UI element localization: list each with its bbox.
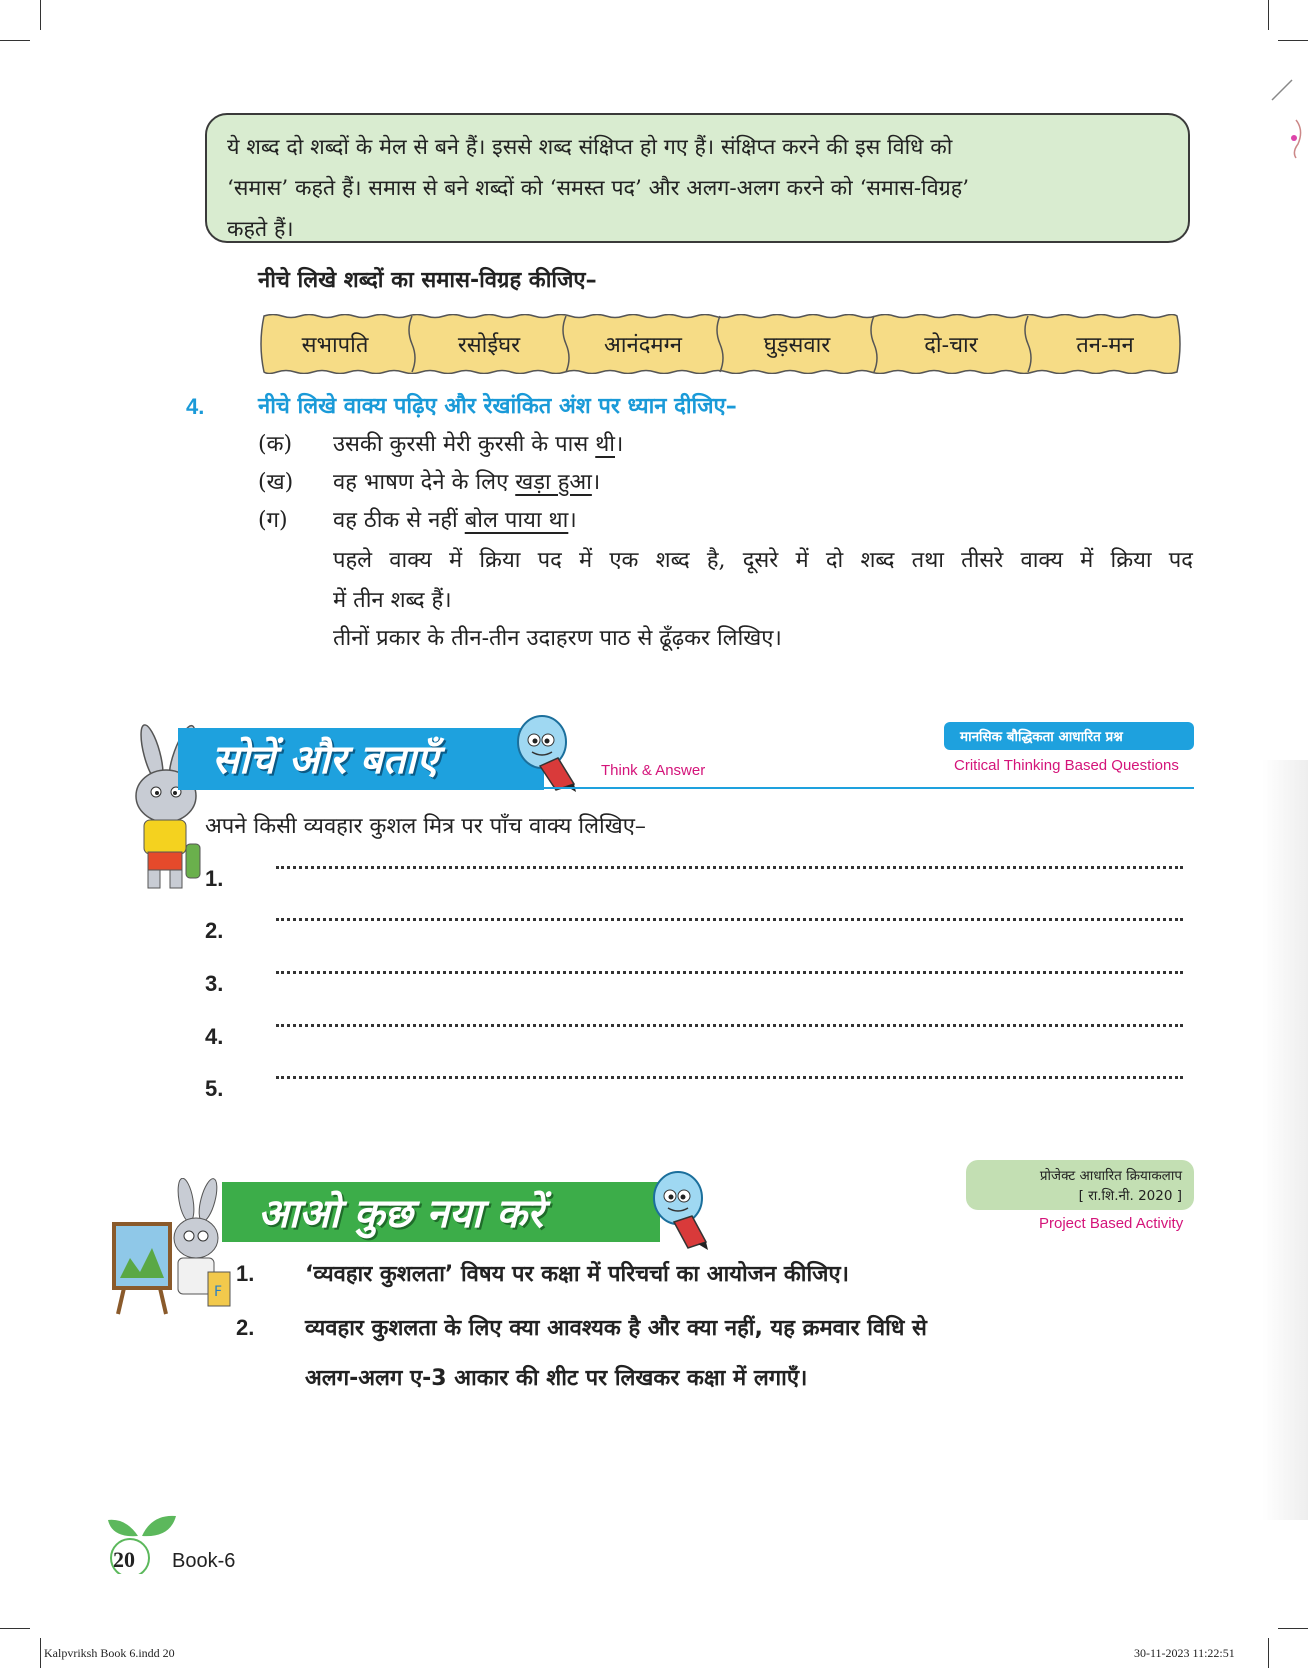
definition-line-2: ‘समास’ कहते हैं। समास से बने शब्दों को ‘समस्त पद’ और अलग-अलग करने को ‘समास-विग्रह’: [227, 176, 970, 201]
project-item-text: अलग-अलग ए-3 आकार की शीट पर लिखकर कक्षा में लगाएँ।: [305, 1366, 808, 1391]
project-item-number: 2.: [236, 1315, 255, 1340]
sentence-marker: (ख): [258, 470, 294, 495]
sentence-marker: (ग): [258, 508, 288, 533]
think-section-title: सोचें और बताएँ: [212, 736, 439, 783]
samas-word: आनंदमग्न: [604, 333, 682, 358]
bulb-mascot-icon: [512, 712, 582, 792]
answer-number: 1.: [205, 866, 224, 891]
painter-rabbit-illustration: [110, 1178, 234, 1318]
svg-text:F: F: [214, 1284, 223, 1300]
answer-number: 5.: [205, 1076, 224, 1101]
task-line: तीनों प्रकार के तीन-तीन उदाहरण पाठ से ढूँढ़कर लिखिए।: [333, 626, 782, 651]
page-number: 20: [113, 1547, 135, 1572]
think-prompt: अपने किसी व्यवहार कुशल मित्र पर पाँच वाक्य लिखिए–: [205, 814, 646, 839]
answer-number: 3.: [205, 971, 224, 996]
samas-word: दो-चार: [924, 333, 978, 358]
underlined-verb: खड़ा हुआ: [515, 470, 592, 495]
explanation-line-1: पहले वाक्य में क्रिया पद में एक शब्द है, दूसरे में दो शब्द तथा तीसरे वाक्य में क्रिया पद: [333, 548, 1193, 573]
think-subtitle-en: Think & Answer: [601, 762, 706, 779]
project-item-text: ‘व्यवहार कुशलता’ विषय पर कक्षा में परिचर्चा का आयोजन कीजिए।: [305, 1262, 849, 1287]
crop-mark: [40, 0, 41, 30]
crop-mark: [40, 1638, 41, 1668]
samas-word: सभापति: [301, 333, 369, 358]
print-timestamp: 30-11-2023 11:22:51: [1134, 1646, 1235, 1660]
sentence-text: वह ठीक से नहीं: [333, 508, 465, 533]
corner-doodle: [1262, 40, 1308, 160]
critical-thinking-label-en: Critical Thinking Based Questions: [954, 757, 1179, 774]
bulb-mascot-icon: [648, 1166, 718, 1250]
project-badge-line-1: प्रोजेक्ट आधारित क्रियाकलाप: [1039, 1168, 1182, 1184]
samas-word: घुड़सवार: [763, 333, 831, 358]
samas-word: तन-मन: [1076, 333, 1134, 358]
definition-line-3: कहते हैं।: [227, 217, 294, 242]
project-item-number: 1.: [236, 1261, 255, 1286]
answer-line: [276, 971, 1183, 974]
answer-line: [276, 1076, 1183, 1079]
explanation-line-2: में तीन शब्द हैं।: [333, 588, 452, 613]
book-label: Book-6: [172, 1550, 236, 1572]
sentence-end: ।: [568, 508, 577, 533]
sentence-text: उसकी कुरसी मेरी कुरसी के पास: [333, 432, 596, 457]
underlined-verb: थी: [595, 432, 615, 457]
answer-line: [276, 1024, 1183, 1027]
example-sentence: [333, 428, 623, 458]
answer-line: [276, 918, 1183, 921]
example-sentence: [333, 466, 600, 496]
project-label-en: Project Based Activity: [1039, 1215, 1184, 1232]
project-badge: [966, 1160, 1194, 1210]
sentence-marker: (क): [258, 432, 293, 457]
answer-number: 2.: [205, 918, 224, 943]
underlined-verb: बोल पाया था: [464, 508, 569, 533]
sentence-end: ।: [591, 470, 601, 495]
critical-thinking-badge: मानसिक बौद्धिकता आधारित प्रश्न: [944, 722, 1194, 750]
samas-word-row: [258, 314, 1183, 374]
crop-mark: [1268, 0, 1269, 30]
project-item-text: व्यवहार कुशलता के लिए क्या आवश्यक है और क्या नहीं, यह क्रमवार विधि से: [305, 1316, 927, 1341]
example-sentence: [333, 504, 577, 534]
answer-line: [276, 866, 1183, 869]
samas-word: रसोईघर: [457, 333, 521, 358]
crop-mark: [0, 40, 30, 41]
project-section-title: आओ कुछ नया करें: [258, 1190, 544, 1237]
print-file-label: Kalpvriksh Book 6.indd 20: [44, 1646, 175, 1660]
page-edge-shade: [1262, 760, 1308, 1520]
sentence-text: वह भाषण देने के लिए: [333, 470, 516, 495]
question-number: 4.: [186, 394, 205, 419]
samas-instruction: नीचे लिखे शब्दों का समास-विग्रह कीजिए–: [258, 268, 597, 293]
leaf-page-marker: [98, 1514, 182, 1574]
section-divider: [178, 787, 1194, 789]
sentence-end: ।: [615, 432, 624, 457]
project-badge-line-2: [ रा.शि.नी. 2020 ]: [1078, 1188, 1182, 1204]
crop-mark: [1268, 1638, 1269, 1668]
crop-mark: [1278, 1628, 1308, 1629]
definition-line-1: ये शब्द दो शब्दों के मेल से बने हैं। इससे शब्द संक्षिप्त हो गए हैं। संक्षिप्त करने की इस विधि को: [227, 135, 953, 160]
samas-definition-box: [205, 113, 1190, 243]
answer-number: 4.: [205, 1024, 224, 1049]
question-heading: नीचे लिखे वाक्य पढ़िए और रेखांकित अंश पर ध्यान दीजिए–: [258, 394, 737, 419]
crop-mark: [0, 1628, 30, 1629]
